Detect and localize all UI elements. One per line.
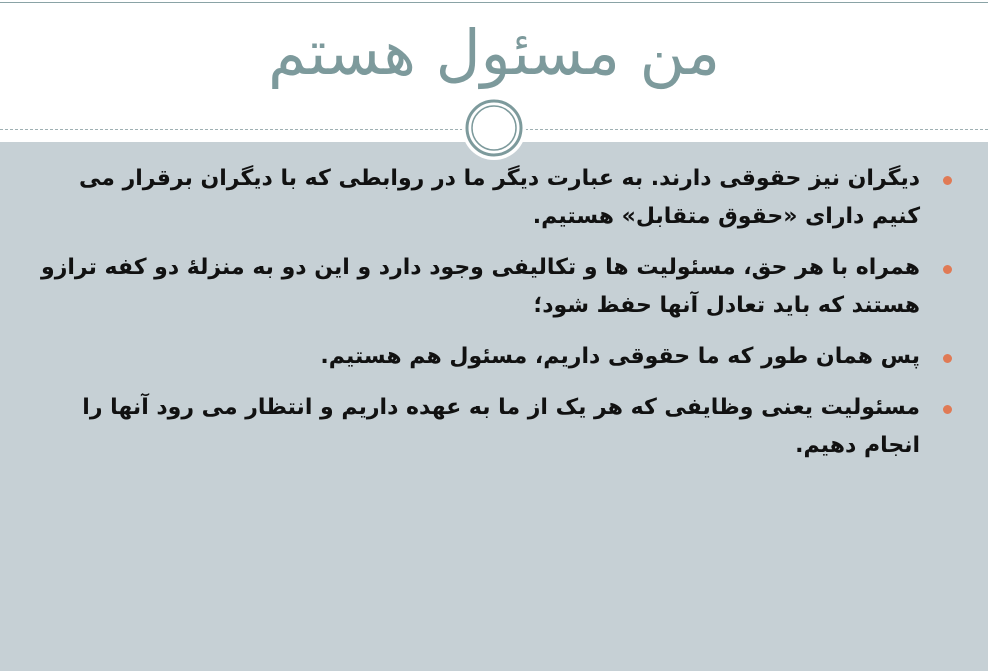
bullet-list (36, 160, 956, 478)
bullet-text: همراه با هر حق، مسئولیت ها و تکالیفی وجود دارد و این دو به منزلهٔ دو کفه ترازو هستند که باید تعادل آنها حفظ شود؛ (41, 255, 920, 318)
bullet-dot-icon (943, 176, 952, 185)
bullet-text: دیگران نیز حقوقی دارند. به عبارت دیگر ما در روابطی که با دیگران برقرار می کنیم دارای «حقوق متقابل» هستیم. (79, 166, 920, 229)
bullet-text: پس همان طور که ما حقوقی داریم، مسئول هم هستیم. (320, 344, 920, 369)
bullet-item (36, 389, 956, 465)
bullet-text: مسئولیت یعنی وظایفی که هر یک از ما به عهده داریم و انتظار می رود آنها را انجام دهیم. (82, 395, 920, 458)
bullet-item (36, 249, 956, 325)
divider-ring-icon (462, 96, 526, 160)
bullet-item (36, 338, 956, 376)
slide-title: من مسئول هستم (267, 16, 721, 89)
bullet-dot-icon (943, 265, 952, 274)
bullet-item (36, 160, 956, 236)
bullet-dot-icon (943, 405, 952, 414)
bullet-dot-icon (943, 354, 952, 363)
